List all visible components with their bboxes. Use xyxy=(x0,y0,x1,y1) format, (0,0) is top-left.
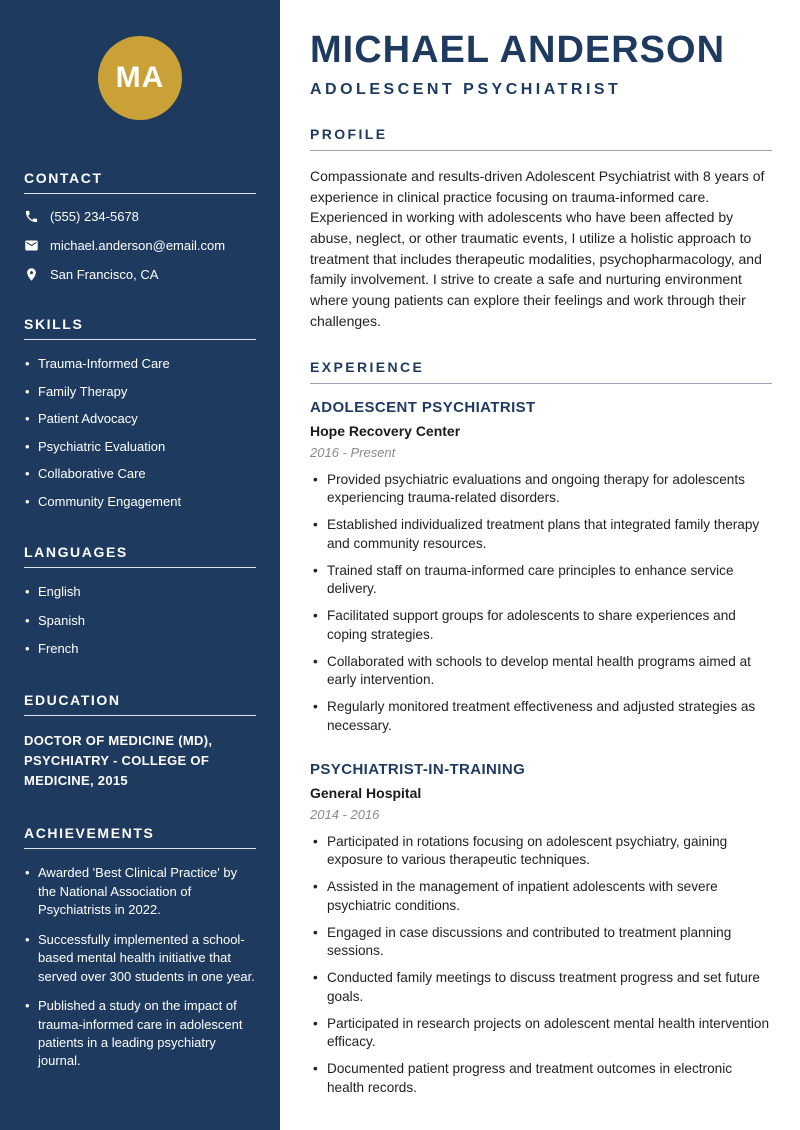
email-text: michael.anderson@email.com xyxy=(50,238,226,253)
education-degree: DOCTOR OF MEDICINE (MD), PSYCHIATRY - COLLEGE OF MEDICINE, 2015 xyxy=(24,732,213,789)
languages-section xyxy=(24,544,256,658)
job-entry xyxy=(310,761,772,1098)
achievement-item: • Published a study on the impact of trauma-informed care in adolescent patients in a leading psychiatry journal. xyxy=(24,997,256,1071)
job-bullet: • Provided psychiatric evaluations and ongoing therapy for adolescents experiencing trauma-related disorders. xyxy=(310,471,772,509)
skill-item: • Trauma-Informed Care xyxy=(24,355,256,373)
job-entry xyxy=(310,399,772,736)
languages-heading: LANGUAGES xyxy=(24,544,256,568)
job-bullet: • Conducted family meetings to discuss treatment progress and set future goals. xyxy=(310,969,772,1007)
job-bullet: • Participated in research projects on adolescent mental health intervention efficacy. xyxy=(310,1015,772,1053)
contact-heading: CONTACT xyxy=(24,170,256,194)
location-icon xyxy=(24,267,39,282)
language-item: • French xyxy=(24,640,256,658)
job-bullet: • Engaged in case discussions and contributed to treatment planning sessions. xyxy=(310,924,772,962)
skill-item: • Community Engagement xyxy=(24,493,256,511)
achievements-list xyxy=(24,864,256,1071)
job-title: PSYCHIATRIST-IN-TRAINING xyxy=(310,760,526,778)
language-item: • English xyxy=(24,583,256,601)
job-company: Hope Recovery Center xyxy=(310,422,461,439)
phone-text: (555) 234-5678 xyxy=(50,209,139,224)
experience-section xyxy=(310,359,772,1098)
skills-list xyxy=(24,355,256,510)
job-bullet: • Established individualized treatment plans that integrated family therapy and community resources. xyxy=(310,516,772,554)
job-dates: 2014 - 2016 xyxy=(310,806,380,822)
job-bullet-list xyxy=(310,471,772,736)
person-title: ADOLESCENT PSYCHIATRIST xyxy=(310,80,622,98)
job-bullet: • Regularly monitored treatment effectiveness and adjusted strategies as necessary. xyxy=(310,698,772,736)
job-bullet: • Facilitated support groups for adolescents to share experiences and coping strategies. xyxy=(310,607,772,645)
phone-icon xyxy=(24,209,39,224)
job-bullet: • Participated in rotations focusing on adolescent psychiatry, gaining exposure to various therapeutic techniques. xyxy=(310,833,772,871)
job-bullet-list xyxy=(310,833,772,1098)
job-company: General Hospital xyxy=(310,784,422,801)
contact-section xyxy=(24,170,256,282)
skill-item: • Patient Advocacy xyxy=(24,410,256,428)
education-heading: EDUCATION xyxy=(24,692,256,716)
languages-list xyxy=(24,583,256,658)
language-item: • Spanish xyxy=(24,612,256,630)
skills-heading: SKILLS xyxy=(24,316,256,340)
main-content xyxy=(280,0,800,1130)
achievement-item: • Successfully implemented a school-based mental health initiative that served over 300 students in one year. xyxy=(24,931,256,986)
contact-phone xyxy=(24,209,256,224)
achievements-heading: ACHIEVEMENTS xyxy=(24,825,256,849)
skill-item: • Family Therapy xyxy=(24,383,256,401)
profile-heading: PROFILE xyxy=(310,126,772,151)
skill-item: • Collaborative Care xyxy=(24,465,256,483)
achievement-item: • Awarded 'Best Clinical Practice' by the National Association of Psychiatrists in 2022. xyxy=(24,864,256,919)
job-dates: 2016 - Present xyxy=(310,444,396,460)
education-section xyxy=(24,692,256,791)
skills-section xyxy=(24,316,256,510)
job-bullet: • Collaborated with schools to develop mental health programs aimed at early intervention. xyxy=(310,653,772,691)
experience-heading: EXPERIENCE xyxy=(310,359,772,384)
location-text: San Francisco, CA xyxy=(50,267,159,282)
contact-email xyxy=(24,238,256,253)
job-title: ADOLESCENT PSYCHIATRIST xyxy=(310,398,536,416)
profile-section xyxy=(310,126,772,332)
mail-icon xyxy=(24,238,39,253)
avatar xyxy=(98,36,182,120)
person-name: MICHAEL ANDERSON xyxy=(310,29,726,71)
achievements-section xyxy=(24,825,256,1071)
job-bullet: • Documented patient progress and treatment outcomes in electronic health records. xyxy=(310,1060,772,1098)
avatar-initials: MA xyxy=(115,61,165,94)
profile-text: Compassionate and results-driven Adolescent Psychiatrist with 8 years of experience in clinical practice focusing on trauma-informed care. Experienced in working with adolescents who have been affected by abuse, neglect, or other traumatic events, I utilize a holistic approach to treatment that includes therapeutic modalities, psychopharmacology, and family involvement. I strive to create a safe and nurturing environment where young patients can explore their feelings and work through their challenges. xyxy=(310,167,765,329)
skill-item: • Psychiatric Evaluation xyxy=(24,438,256,456)
job-bullet: • Assisted in the management of inpatient adolescents with severe psychiatric conditions. xyxy=(310,878,772,916)
sidebar xyxy=(0,0,280,1130)
contact-location xyxy=(24,267,256,282)
job-bullet: • Trained staff on trauma-informed care principles to enhance service delivery. xyxy=(310,562,772,600)
